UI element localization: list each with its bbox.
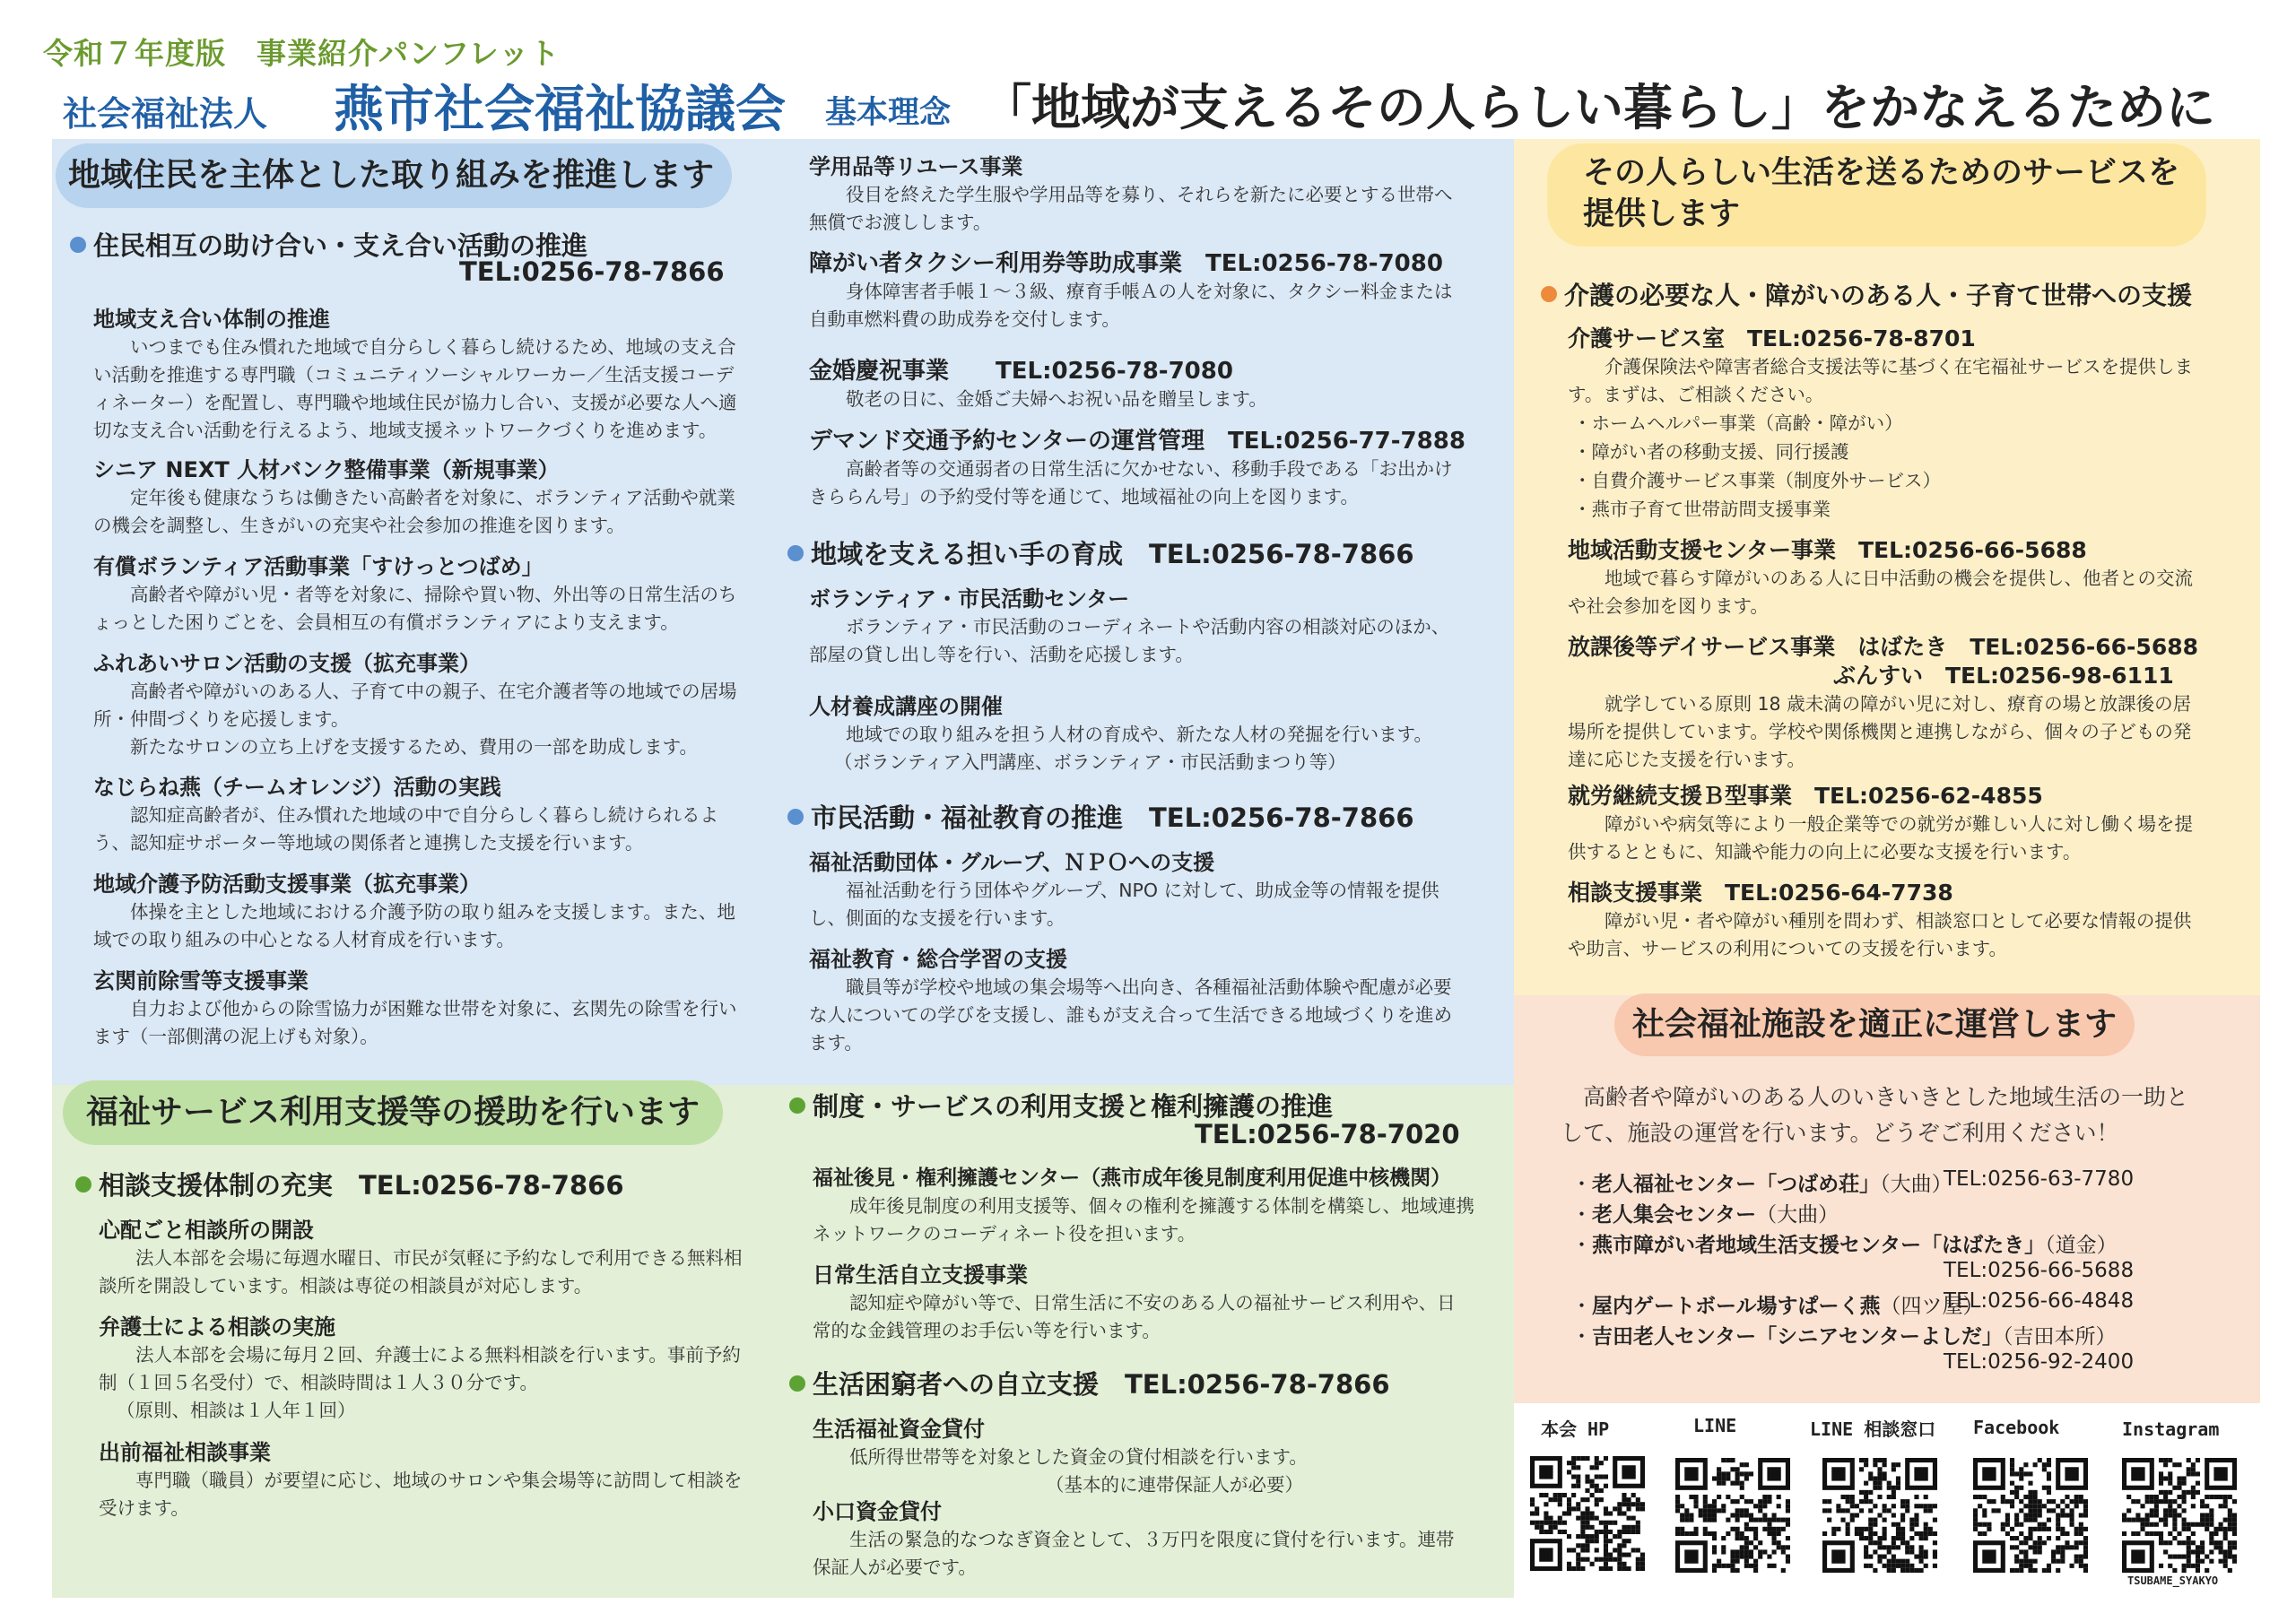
motto: 「地域が支えるその人らしい暮らし」をかなえるために: [982, 79, 2216, 136]
item-golden-wedding: 金婚慶祝事業 TEL:0256-78-7080 敬老の日に、金婚ご夫婦へお祝い品を贈呈します。: [809, 358, 1267, 410]
qr-code-instagram-icon[interactable]: [2122, 1458, 2237, 1573]
sns-label-hp: 本会 HP: [1541, 1418, 1610, 1440]
qr-code-facebook-icon[interactable]: [1973, 1458, 2088, 1573]
item-demand-transport: デマンド交通予約センターの運営管理 TEL:0256-77-7888 高齢者等の交通弱者の日常生活に欠かせない、移動手段である「お出かけきららん号」の予約受付等を通じて、地域福祉の向上を図ります。: [809, 428, 1465, 507]
org-name: 燕市社会福祉協議会: [334, 81, 786, 139]
item-employment-b: 就労継続支援Ｂ型事業 TEL:0256-62-4855 障がいや病気等により一般企業等での就労が難しい人に対し働く場を提供するとともに、知識や能力の向上に必要な支援を行います。: [1568, 783, 2193, 863]
facility-row: ・老人集会センター（大曲）: [1571, 1203, 1839, 1227]
section-title-community: 地域住民を主体とした取り組みを推進します: [56, 143, 732, 208]
section-title-support: 福祉サービス利用支援等の援助を行います: [63, 1080, 723, 1145]
item-guardianship-center: 福祉後見・権利擁護センター（燕市成年後見制度利用促進中核機関） 成年後見制度の利用支援等、個々の権利を擁護する体制を構築し、地域連携ネットワークのコーディネート役を担います。: [813, 1167, 1474, 1245]
item-reuse: 学用品等リユース事業 役目を終えた学生服や学用品等を募り、それらを新たに必要とする世帯へ無償でお渡しします。: [809, 154, 1453, 233]
instagram-handle: TSUBAME_SYAKYO: [2127, 1574, 2219, 1587]
section-title-services: その人らしい生活を送るためのサービスを提供します: [1547, 143, 2206, 247]
item-after-school: 放課後等デイサービス事業 はばたき TEL:0256-66-5688 ぶんすい TEL:0256-98-6111 就学している原則 18 歳未満の障がい児に対し、療育の場と放課後の居場所を提供しています。学校や関係機関と連携しながら、個々の子どもの発達に応じた支援を行います。: [1568, 634, 2199, 770]
heading-needy-support: 生活困窮者への自立支援 TEL:0256-78-7866: [789, 1365, 1390, 1401]
item-salon: ふれあいサロン活動の支援（拡充事業） 高齢者や障がいのある人、子育て中の親子、在宅介護者等の地域での居場所・仲間づくりを応援します。 新たなサロンの立ち上げを支援するため、費用の一部を助成します。: [93, 651, 737, 758]
bullet-icon: [787, 545, 804, 561]
heading-welfare-education: 市民活動・福祉教育の推進 TEL:0256-78-7866: [787, 798, 1414, 835]
qr-code-line-icon[interactable]: [1675, 1458, 1790, 1573]
item-snow-removal: 玄関前除雪等支援事業 自力および他からの除雪協力が困難な世帯を対象に、玄関先の除雪を行います（一部側溝の泥上げも対象）。: [93, 968, 737, 1047]
bullet-icon: [789, 1375, 805, 1392]
sns-label-line: LINE: [1693, 1415, 1737, 1436]
item-training-course: 人材養成講座の開催 地域での取り組みを担う人材の育成や、新たな人材の発掘を行います。 （ボランティア入門講座、ボランティア・市民活動まつり等）: [809, 694, 1432, 773]
bullet-icon: [75, 1176, 91, 1193]
sns-label-line-consult: LINE 相談窓口: [1810, 1418, 1936, 1440]
sns-label-facebook: Facebook: [1973, 1417, 2060, 1438]
facility-row: ・燕市障がい者地域生活支援センター「はばたき」（道金）: [1571, 1234, 2118, 1257]
item-suketto: 有償ボランティア活動事業「すけっとつばめ」 高齢者や障がい児・者等を対象に、掃除や買い物、外出等の日常生活のちょっとした困りごとを、会員相互の有償ボランティアにより支えます。: [93, 554, 737, 633]
item-activity-center: 地域活動支援センター事業 TEL:0256-66-5688 地域で暮らす障がいのある人に日中活動の機会を提供し、他者との交流や社会参加を図ります。: [1568, 537, 2193, 617]
care-list-item: ・ホームヘルパー事業（高齢・障がい）: [1573, 412, 1903, 434]
heading-mutual-aid: 住民相互の助け合い・支え合い活動の推進: [70, 226, 587, 263]
heading-consultation: 相談支援体制の充実 TEL:0256-78-7866: [75, 1166, 624, 1202]
care-list-item: ・燕市子育て世帯訪問支援事業: [1573, 499, 1831, 520]
heading-rights-advocacy: 制度・サービスの利用支援と権利擁護の推進: [789, 1087, 1333, 1123]
tel-mutual-aid: TEL:0256-78-7866: [459, 256, 725, 287]
item-care-prevention: 地域介護予防活動支援事業（拡充事業） 体操を主とした地域における介護予防の取り組みを支援します。また、地域での取り組みの中心となる人材育成を行います。: [93, 872, 735, 950]
care-list-item: ・障がい者の移動支援、同行援護: [1573, 441, 1849, 463]
item-small-loan: 小口資金貸付 生活の緊急的なつなぎ資金として、３万円を限度に貸付を行います。連帯保証人が必要です。: [813, 1499, 1455, 1578]
sns-label-instagram: Instagram: [2122, 1418, 2220, 1440]
item-taxi: 障がい者タクシー利用券等助成事業 TEL:0256-78-7080 身体障害者手帳１～３級、療育手帳Ａの人を対象に、タクシー料金または自動車燃料費の助成券を交付します。: [809, 250, 1453, 330]
facility-row: ・老人福祉センター「つばめ荘」（大曲） TEL:0256-63-7780: [1571, 1167, 2135, 1196]
item-lawyer-consultation: 弁護士による相談の実施 法人本部を会場に毎月２回、弁護士による無料相談を行います。事前予約制（１回５名受付）で、相談時間は１人３０分です。 （原則、相談は１人年１回）: [99, 1314, 741, 1421]
facility-row: ・屋内ゲートボール場すぱーく燕（四ツ屋） TEL:0256-66-4848: [1571, 1289, 2135, 1318]
bullet-icon: [789, 1097, 805, 1114]
item-senior-next: シニア NEXT 人材バンク整備事業（新規事業） 定年後も健康なうちは働きたい高齢者を対象に、ボランティア活動や就業の機会を調整し、生きがいの充実や社会参加の推進を図ります。: [93, 457, 735, 536]
item-npo-support: 福祉活動団体・グループ、ＮＰＯへの支援 福祉活動を行う団体やグループ、NPO に対して、助成金等の情報を提供し、側面的な支援を行います。: [809, 850, 1439, 929]
item-outreach-consultation: 出前福祉相談事業 専門職（職員）が要望に応じ、地域のサロンや集会場等に訪問して相談を受けます。: [99, 1440, 743, 1519]
qr-code-hp-icon[interactable]: [1530, 1456, 1645, 1571]
facilities-intro: 高齢者や障がいのある人のいきいきとした地域生活の一助として、施設の運営を行います。どうぞご利用ください！: [1561, 1084, 2189, 1146]
tel-rights-advocacy: TEL:0256-78-7020: [1195, 1119, 1460, 1149]
bullet-icon: [787, 809, 804, 825]
care-list-item: ・自費介護サービス事業（制度外サービス）: [1573, 470, 1941, 491]
heading-care-support: 介護の必要な人・障がいのある人・子育て世帯への支援: [1541, 276, 2192, 312]
org-type: 社会福祉法人: [63, 94, 268, 134]
item-welfare-learning: 福祉教育・総合学習の支援 職員等が学校や地域の集会場等へ出向き、各種福祉活動体験や配慮が必要な人についての学びを支援し、誰もが支え合って生活できる地域づくりを進めます。: [809, 947, 1453, 1054]
item-care-service: 介護サービス室 TEL:0256-78-8701 介護保険法や障害者総合支援法等に基づく在宅福祉サービスを提供します。まずは、ご相談ください。 ・ホームヘルパー事業（高齢・障がい） ・障がい者の移動支援、同行援護 ・自費介護サービス事業（制度外サービス） ・燕市子育て世帯訪問支援事業: [1568, 325, 2196, 524]
item-worry-consultation: 心配ごと相談所の開設 法人本部を会場に毎週水曜日、市民が気軽に予約なしで利用できる無料相談所を開設しています。相談は専従の相談員が対応します。: [99, 1218, 743, 1297]
bullet-icon: [1541, 286, 1557, 302]
motto-label: 基本理念: [825, 95, 952, 131]
edition-label: 令和７年度版 事業紹介パンフレット: [43, 36, 561, 71]
item-daily-life-support: 日常生活自立支援事業 認知症や障がい等で、日常生活に不安のある人の福祉サービス利用や、日常的な金銭管理のお手伝い等を行います。: [813, 1262, 1456, 1341]
item-community-support: 地域支え合い体制の推進 いつまでも住み慣れた地域で自分らしく暮らし続けるため、地域の支え合い活動を推進する専門職（コミュニティソーシャルワーカー／生活支援コーディネーター）を配置し、専門職や地域住民が協力し合い、支援が必要な人へ適切な支え合い活動を行えるよう、地域支援ネットワークづくりを進めます。: [93, 307, 737, 441]
bullet-icon: [70, 237, 86, 253]
heading-volunteer-training: 地域を支える担い手の育成 TEL:0256-78-7866: [787, 534, 1414, 571]
facility-row: ・吉田老人センター「シニアセンターよしだ」（吉田本所）: [1571, 1325, 2117, 1349]
item-welfare-fund: 生活福祉資金貸付 低所得世帯等を対象とした資金の貸付相談を行います。 （基本的に連帯保証人が必要）: [813, 1417, 1308, 1496]
item-volunteer-center: ボランティア・市民活動センター ボランティア・市民活動のコーディネートや活動内容の相談対応のほか、部屋の貸し出し等を行い、活動を応援します。: [809, 586, 1450, 665]
qr-code-line-consult-icon[interactable]: [1822, 1458, 1937, 1573]
section-title-facilities: 社会福祉施設を適正に運営します: [1614, 993, 2135, 1056]
item-team-orange: なじらね燕（チームオレンジ）活動の実践 認知症高齢者が、住み慣れた地域の中で自分らしく暮らし続けられるよう、認知症サポーター等地域の関係者と連携した支援を行います。: [93, 775, 718, 854]
item-consult-support: 相談支援事業 TEL:0256-64-7738 障がい児・者や障がい種別を問わず、相談窓口として必要な情報の提供や助言、サービスの利用についての支援を行います。: [1568, 880, 2192, 959]
